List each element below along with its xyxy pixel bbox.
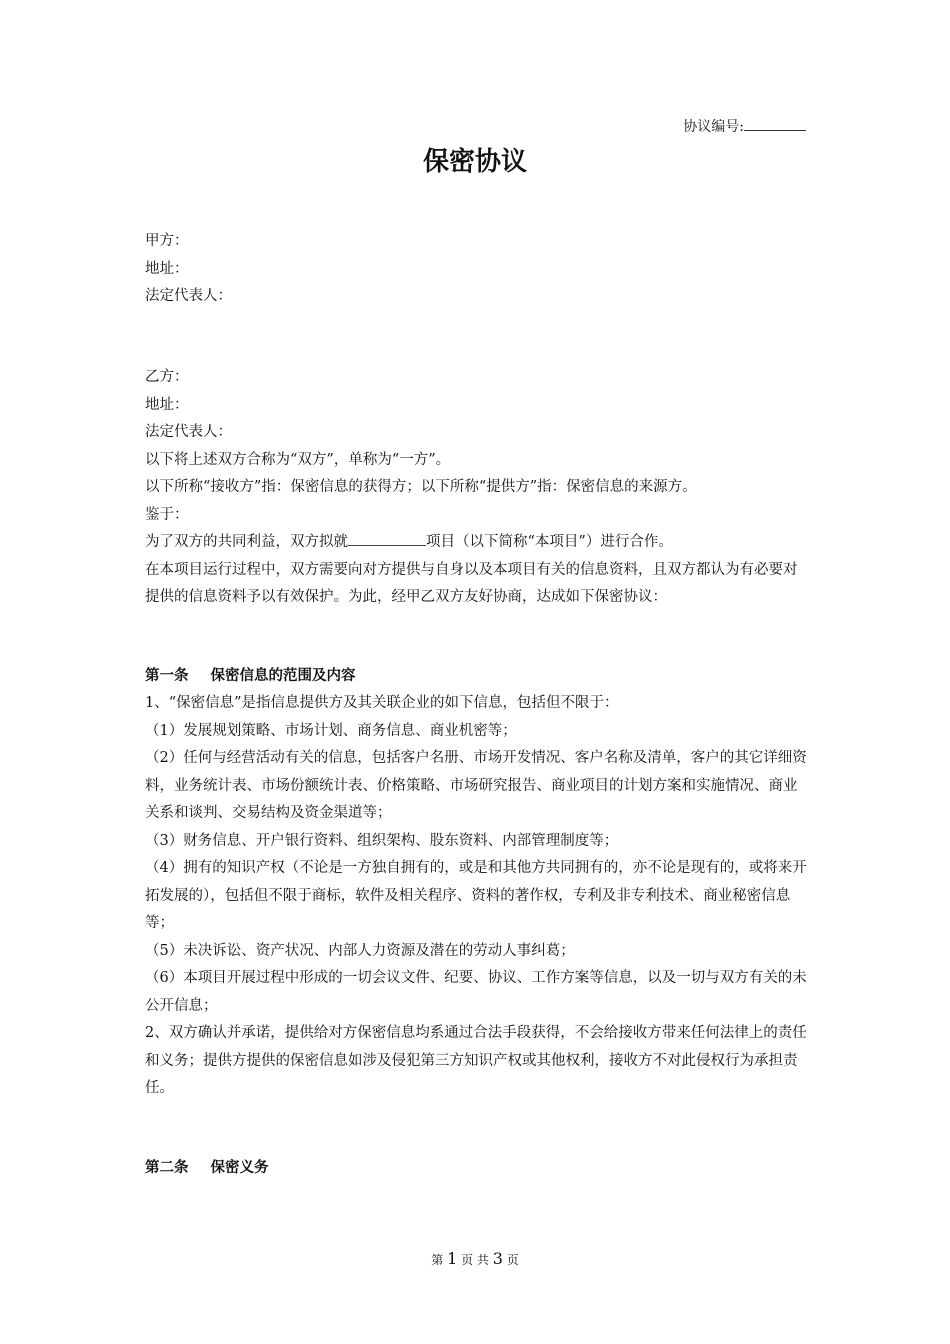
agreement-number <box>683 116 806 137</box>
party-a-name-label: 甲方： <box>145 233 189 249</box>
agreement-number-blank <box>744 116 806 131</box>
section-1-paragraph: 2、双方确认并承诺，提供给对方保密信息均系通过合法手段获得，不会给接收方带来任何法律上的责任和义务；提供方提供的保密信息如涉及侵犯第三方知识产权或其他权利，接收方不对此侵权行为承担责任。 <box>145 1025 807 1096</box>
footer-middle: 页 共 <box>461 1253 489 1267</box>
party-a-block <box>145 228 809 311</box>
preamble-line-2: 以下所称“接收方”指：保密信息的获得方；以下所称“提供方”指：保密信息的来源方。 <box>145 479 697 495</box>
party-b-rep-label: 法定代表人： <box>145 424 232 440</box>
preamble-line-4-start: 为了双方的共同利益，双方拟就 <box>145 534 348 550</box>
preamble-line-4-end: 项目（以下简称“本项目”）进行合作。 <box>426 534 673 550</box>
section-2-title: 保密义务 <box>210 1160 269 1176</box>
section-1-body <box>145 690 809 1103</box>
agreement-number-label: 协议编号: <box>683 119 744 135</box>
section-1-paragraph: （4）拥有的知识产权（不论是一方独自拥有的，或是和其他方共同拥有的，亦不论是现有的，或将来开拓发展的），包括但不限于商标，软件及相关程序、资料的著作权，专利及非专利技术、商业秘密信息等； <box>145 860 807 931</box>
party-b-address-label: 地址： <box>145 396 189 413</box>
preamble-line-5: 在本项目运行过程中，双方需要向对方提供与自身以及本项目有关的信息资料，且双方都认为有必要对提供的信息资料予以有效保护。为此，经甲乙双方友好协商，达成如下保密协议： <box>145 561 798 605</box>
section-1-paragraph: 1、“保密信息”是指信息提供方及其关联企业的如下信息，包括但不限于： <box>145 695 619 711</box>
document-title: 保密协议 <box>422 147 527 177</box>
section-1-paragraph: （5）未决诉讼、资产状况、内部人力资源及潜在的劳动人事纠葛； <box>145 942 575 959</box>
section-1-paragraph: （1）发展规划策略、市场计划、商务信息、商业机密等； <box>145 722 517 739</box>
section-1-heading <box>145 663 809 690</box>
section-2-heading <box>145 1155 809 1182</box>
preamble-line-4 <box>145 529 809 557</box>
party-b-block <box>145 364 809 612</box>
footer-total-pages: 3 <box>492 1249 503 1268</box>
party-b-name-label: 乙方： <box>145 369 189 385</box>
preamble-line-1: 以下将上述双方合称为“双方”，单称为“一方”。 <box>145 451 451 468</box>
preamble-line-3: 鉴于： <box>145 506 189 523</box>
project-name-blank <box>348 530 426 546</box>
page-footer <box>0 1249 950 1270</box>
section-1-paragraph: （6）本项目开展过程中形成的一切会议文件、纪要、协议、工作方案等信息，以及一切与双方有关的未公开信息； <box>145 970 807 1014</box>
section-1-number: 第一条 <box>145 668 189 684</box>
party-a-address-label: 地址： <box>145 260 189 277</box>
section-2-number: 第二条 <box>145 1160 189 1176</box>
section-1-paragraph: （3）财务信息、开户银行资料、组织架构、股东资料、内部管理制度等； <box>145 832 619 849</box>
section-1-title: 保密信息的范围及内容 <box>210 668 356 684</box>
footer-prefix: 第 <box>431 1253 444 1267</box>
section-1-paragraph: （2）任何与经营活动有关的信息，包括客户名册、市场开发情况、客户名称及清单，客户的其它详细资料，业务统计表、市场份额统计表、价格策略、市场研究报告、商业项目的计划方案和实施情况、商业关系和谈判、交易结构及资金渠道等； <box>145 750 807 821</box>
party-a-rep-label: 法定代表人： <box>145 288 232 304</box>
footer-suffix: 页 <box>506 1253 519 1267</box>
footer-current-page: 1 <box>447 1249 458 1268</box>
